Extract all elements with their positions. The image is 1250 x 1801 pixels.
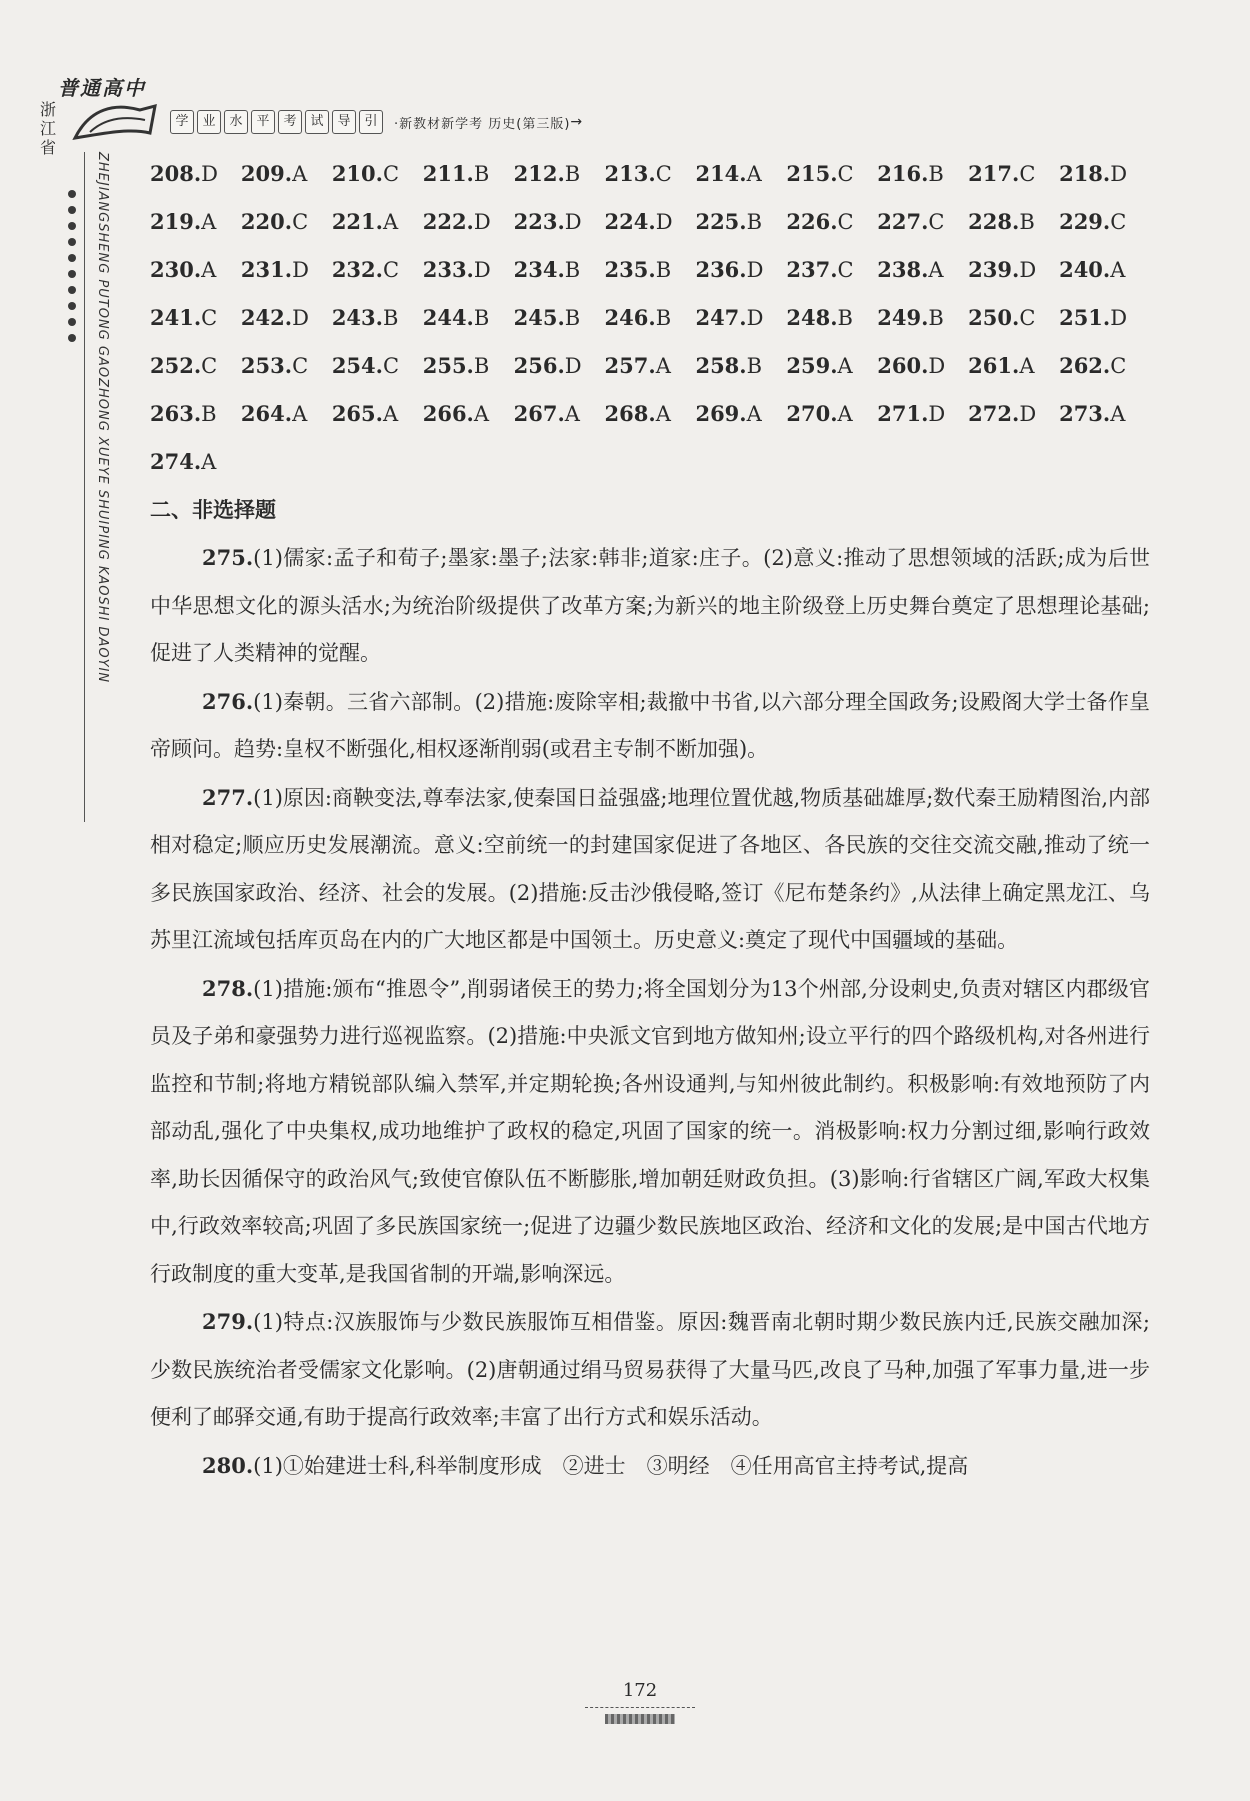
answer-item [968, 294, 1059, 342]
answer-option: C [382, 354, 400, 378]
answer-item [877, 150, 968, 198]
answer-number: 265. [331, 401, 383, 426]
answer-option: D [928, 402, 946, 426]
answer-number: 213. [604, 161, 656, 186]
arrow-icon: → [570, 114, 583, 130]
answer-option: C [382, 258, 400, 282]
page-footer [585, 1680, 695, 1724]
answer-option: B [473, 354, 490, 378]
answer-number: 241. [150, 305, 202, 330]
answer-item [605, 390, 696, 438]
answer-option: A [292, 162, 308, 186]
answer-item [968, 198, 1059, 246]
answer-item [241, 198, 332, 246]
answer-item [695, 294, 786, 342]
answer-option: C [1019, 306, 1036, 330]
answer-text: (1)措施:颁布“推恩令”,削弱诸侯王的势力;将全国划分为13个州部,分设刺史,负责对辖区内郡级官员及子弟和豪强势力进行巡视监察。(2)措施:中央派文官到地方做知州;设立平行的四个路级机构,对各州进行监控和节制;将地方精锐部队编入禁军,并定期轮换;各州设通判,与知州彼此制约。积极影响:有效地预防了内部动乱,强化了中央集权,成功地维护了政权的稳定,巩固了国家的统一。消极影响:权力分割过细,影响行政效率,助长因循保守的政治风气;致使官僚队伍不断膨胀,增加朝廷财政负担。(3)影响:行省辖区广阔,军政大权集中,行政效率较高;巩固了多民族国家统一;促进了边疆少数民族地区政治、经济和文化的发展;是中国古代地方行政制度的重大变革,是我国省制的开端,影响深远。 [150, 976, 1150, 1286]
answer-option: D [746, 258, 764, 282]
answer-paragraph [150, 1298, 1150, 1442]
title-char: 考 [278, 110, 302, 134]
answer-number: 256. [513, 353, 565, 378]
answer-option: D [655, 210, 673, 234]
question-number: 280. [202, 1452, 254, 1478]
answer-option: A [473, 402, 490, 426]
answer-option: D [1019, 402, 1037, 426]
title-char: 业 [197, 110, 221, 134]
title-boxes [170, 110, 386, 134]
answer-item [695, 198, 786, 246]
answer-number: 264. [240, 401, 293, 426]
answer-number: 262. [1059, 353, 1111, 378]
answer-item [423, 390, 514, 438]
answer-text: (1)秦朝。三省六部制。(2)措施:废除宰相;裁撤中书省,以六部分理全国政务;设殿阁大学士备作皇帝顾问。趋势:皇权不断强化,相权逐渐削弱(或君主专制不断加强)。 [150, 689, 1150, 761]
answer-number: 209. [240, 161, 293, 186]
answer-number: 245. [513, 305, 565, 330]
answer-paragraph [150, 534, 1150, 678]
answer-paragraph [150, 774, 1150, 965]
side-decoration [60, 152, 110, 832]
answer-number: 218. [1059, 161, 1111, 186]
answer-number: 210. [331, 161, 383, 186]
answer-number: 259. [786, 353, 838, 378]
answer-number: 231. [240, 257, 293, 282]
answer-option: D [564, 354, 582, 378]
answer-number: 235. [604, 257, 656, 282]
answer-option: A [201, 450, 217, 474]
answer-item [877, 198, 968, 246]
answer-item [423, 294, 514, 342]
answer-item [605, 150, 696, 198]
answer-number: 222. [422, 209, 474, 234]
title-char: 试 [305, 110, 329, 134]
answer-number: 230. [150, 257, 202, 282]
answer-option: C [1110, 210, 1127, 234]
title-char: 水 [224, 110, 248, 134]
answer-item [786, 342, 877, 390]
answer-option: B [655, 306, 672, 330]
answer-text: (1)儒家:孟子和荀子;墨家:墨子;法家:韩非;道家:庄子。(2)意义:推动了思想领域的活跃;成为后世中华思想文化的源头活水;为统治阶级提供了改革方案;为新兴的地主阶级登上历史舞台奠定了思想理论基础;促进了人类精神的觉醒。 [150, 546, 1150, 665]
answer-number: 268. [604, 401, 656, 426]
question-number: 278. [202, 975, 254, 1001]
answer-item [241, 342, 332, 390]
answer-number: 252. [150, 353, 202, 378]
answer-option: A [1019, 354, 1035, 378]
question-number: 277. [202, 784, 254, 810]
answer-number: 244. [422, 305, 474, 330]
answer-option: A [1110, 402, 1126, 426]
answer-number: 258. [695, 353, 747, 378]
answer-option: D [1110, 306, 1128, 330]
answer-number: 212. [513, 161, 565, 186]
answer-item [332, 150, 423, 198]
title-char: 学 [170, 110, 194, 134]
answer-option: B [655, 258, 672, 282]
answer-number: 208. [150, 161, 202, 186]
answer-text: (1)原因:商鞅变法,尊奉法家,使秦国日益强盛;地理位置优越,物质基础雄厚;数代秦王励精图治,内部相对稳定;顺应历史发展潮流。意义:空前统一的封建国家促进了各地区、各民族的交往交流交融,推动了统一多民族国家政治、经济、社会的发展。(2)措施:反击沙俄侵略,签订《尼布楚条约》,从法律上确定黑龙江、乌苏里江流域包括库页岛在内的广大地区都是中国领土。历史意义:奠定了现代中国疆域的基础。 [150, 785, 1150, 952]
answer-option: A [201, 258, 217, 282]
page-header [40, 72, 1210, 157]
question-number: 275. [202, 545, 254, 570]
answer-number: 240. [1059, 257, 1111, 282]
answer-item [605, 342, 696, 390]
answer-number: 274. [150, 449, 202, 474]
answer-item [695, 342, 786, 390]
answer-item [514, 246, 605, 294]
answer-number: 248. [786, 305, 838, 330]
page-number: 172 [622, 1680, 658, 1701]
answer-number: 257. [604, 353, 656, 378]
answer-option: A [382, 402, 399, 426]
answer-item [150, 390, 241, 438]
answer-option: C [837, 210, 854, 234]
answer-number: 273. [1059, 401, 1111, 426]
answer-number: 246. [604, 305, 656, 330]
answer-number: 223. [513, 209, 565, 234]
book-title [170, 110, 582, 134]
answer-item [968, 390, 1059, 438]
answer-item [150, 342, 241, 390]
answer-item [241, 390, 332, 438]
answer-item [241, 150, 332, 198]
answer-item [332, 390, 423, 438]
answer-option: C [837, 258, 854, 282]
answer-number: 211. [422, 161, 474, 186]
answer-item [605, 246, 696, 294]
answer-item [241, 294, 332, 342]
question-number: 279. [202, 1309, 254, 1334]
answer-item [514, 390, 605, 438]
answer-option: B [382, 306, 399, 330]
answer-number: 254. [331, 353, 383, 378]
answer-number: 239. [968, 257, 1020, 282]
title-char: 平 [251, 110, 275, 134]
answer-number: 251. [1059, 305, 1111, 330]
answer-option: A [746, 162, 762, 186]
answer-option: A [928, 258, 944, 282]
answer-item [1059, 390, 1150, 438]
answer-item [695, 246, 786, 294]
answer-number: 250. [968, 305, 1020, 330]
answer-item [332, 246, 423, 294]
answer-number: 255. [422, 353, 474, 378]
series-badge [40, 72, 180, 157]
answer-item [968, 150, 1059, 198]
answer-number: 225. [695, 209, 747, 234]
answer-item [514, 150, 605, 198]
answer-number: 263. [150, 401, 202, 426]
answer-text: (1)特点:汉族服饰与少数民族服饰互相借鉴。原因:魏晋南北朝时期少数民族内迁,民族交融加深;少数民族统治者受儒家文化影响。(2)唐朝通过绢马贸易获得了大量马匹,改良了马种,加强了军事力量,进一步便利了邮驿交通,有助于提高行政效率;丰富了出行方式和娱乐活动。 [150, 1310, 1150, 1429]
answer-option: A [837, 354, 853, 378]
answer-number: 272. [968, 401, 1020, 426]
footer-divider [585, 1707, 695, 1708]
answer-item [150, 438, 241, 486]
answer-option: C [928, 210, 945, 234]
answer-option: B [564, 306, 581, 330]
answer-item [150, 198, 241, 246]
answer-item [332, 294, 423, 342]
side-divider [84, 152, 85, 822]
answer-option: D [473, 210, 491, 234]
answer-option: C [292, 210, 309, 234]
answer-option: A [746, 402, 762, 426]
answer-number: 227. [877, 209, 929, 234]
answer-option: D [1110, 162, 1128, 186]
answer-item [1059, 342, 1150, 390]
answer-number: 267. [513, 401, 565, 426]
answer-option: A [1110, 258, 1126, 282]
answer-option: D [201, 162, 218, 186]
answer-paragraph [150, 965, 1150, 1299]
answer-item [514, 342, 605, 390]
answer-number: 228. [968, 209, 1020, 234]
answer-number: 243. [331, 305, 383, 330]
answer-option: C [382, 162, 400, 186]
answer-option: A [201, 210, 217, 234]
answer-item [605, 198, 696, 246]
answer-item [1059, 294, 1150, 342]
question-number: 276. [202, 688, 254, 714]
answer-item [968, 246, 1059, 294]
answer-number: 249. [877, 305, 929, 330]
answer-option: B [837, 306, 853, 330]
answer-option: A [292, 402, 308, 426]
answer-grid [150, 150, 1150, 486]
answer-number: 215. [786, 161, 838, 186]
answer-item [695, 390, 786, 438]
answer-option: D [292, 306, 309, 330]
answer-number: 232. [331, 257, 383, 282]
answer-item [423, 342, 514, 390]
answer-number: 261. [968, 353, 1020, 378]
answer-item [605, 294, 696, 342]
answer-option: B [928, 306, 944, 330]
answer-option: A [837, 402, 853, 426]
answer-item [332, 342, 423, 390]
page-content [150, 150, 1150, 1490]
answer-item [423, 198, 514, 246]
title-char: 导 [332, 110, 356, 134]
answer-paragraph [150, 1442, 1150, 1491]
answer-item [150, 294, 241, 342]
answer-number: 219. [150, 209, 202, 234]
answer-option: B [746, 354, 763, 378]
answer-item [514, 294, 605, 342]
answer-item [877, 294, 968, 342]
footer-ornament [605, 1714, 675, 1724]
answer-option: B [201, 402, 217, 426]
answer-paragraph [150, 678, 1150, 774]
answer-option: D [564, 210, 582, 234]
answer-number: 214. [695, 161, 747, 186]
answer-number: 253. [240, 353, 293, 378]
answer-item [877, 342, 968, 390]
answer-number: 234. [513, 257, 565, 282]
badge-province: 浙江省 [40, 100, 57, 157]
answer-number: 247. [695, 305, 747, 330]
answer-option: C [1019, 162, 1036, 186]
answer-number: 233. [422, 257, 474, 282]
book-subtitle: ·新教材新学考 历史(第三版) [394, 116, 571, 132]
answer-number: 242. [240, 305, 293, 330]
answer-number: 229. [1059, 209, 1111, 234]
answer-option: C [837, 162, 854, 186]
title-char: 引 [359, 110, 383, 134]
answer-option: B [473, 306, 490, 330]
answer-item [1059, 246, 1150, 294]
answer-option: A [655, 402, 671, 426]
answer-option: A [655, 354, 671, 378]
answer-option: B [564, 258, 581, 282]
answer-number: 236. [695, 257, 747, 282]
side-pinyin: ZHEJIANGSHENG PUTONG GAOZHONG XUEYE SHUIPING KAOSHI DAOYIN [95, 152, 110, 684]
answer-item [786, 246, 877, 294]
answer-paragraphs [150, 534, 1150, 1490]
answer-option: D [928, 354, 946, 378]
answer-option: D [1019, 258, 1037, 282]
answer-number: 221. [331, 209, 383, 234]
answer-option: B [928, 162, 944, 186]
answer-option: B [1019, 210, 1035, 234]
answer-number: 220. [240, 209, 293, 234]
answer-option: B [564, 162, 581, 186]
answer-item [695, 150, 786, 198]
answer-number: 266. [422, 401, 474, 426]
answer-item [514, 198, 605, 246]
answer-option: C [201, 306, 218, 330]
answer-number: 224. [604, 209, 656, 234]
answer-item [1059, 150, 1150, 198]
answer-option: D [292, 258, 309, 282]
answer-item [786, 198, 877, 246]
answer-option: A [564, 402, 580, 426]
answer-number: 217. [968, 161, 1020, 186]
answer-item [150, 246, 241, 294]
side-dots [68, 190, 78, 350]
answer-item [786, 150, 877, 198]
answer-number: 270. [786, 401, 838, 426]
answer-item [423, 150, 514, 198]
answer-item [1059, 198, 1150, 246]
answer-number: 226. [786, 209, 838, 234]
answer-item [786, 390, 877, 438]
answer-option: D [746, 306, 764, 330]
answer-option: C [201, 354, 218, 378]
answer-item [968, 342, 1059, 390]
answer-number: 260. [877, 353, 929, 378]
answer-item [150, 150, 241, 198]
answer-number: 238. [877, 257, 929, 282]
answer-number: 269. [695, 401, 747, 426]
answer-option: C [292, 354, 309, 378]
answer-option: B [473, 162, 490, 186]
answer-number: 271. [877, 401, 929, 426]
book-icon [70, 98, 160, 148]
answer-item [241, 246, 332, 294]
answer-item [332, 198, 423, 246]
answer-option: D [473, 258, 491, 282]
answer-item [423, 246, 514, 294]
answer-item [877, 246, 968, 294]
section-title: 二、非选择题 [150, 498, 276, 522]
answer-number: 237. [786, 257, 838, 282]
answer-option: C [1110, 354, 1127, 378]
answer-option: C [655, 162, 672, 186]
answer-item [786, 294, 877, 342]
answer-option: A [382, 210, 399, 234]
answer-number: 216. [877, 161, 929, 186]
badge-title: 普通高中 [58, 76, 146, 100]
answer-item [877, 390, 968, 438]
answer-option: B [746, 210, 763, 234]
answer-text: (1)①始建进士科,科举制度形成 ②进士 ③明经 ④任用高官主持考试,提高 [253, 1453, 969, 1478]
